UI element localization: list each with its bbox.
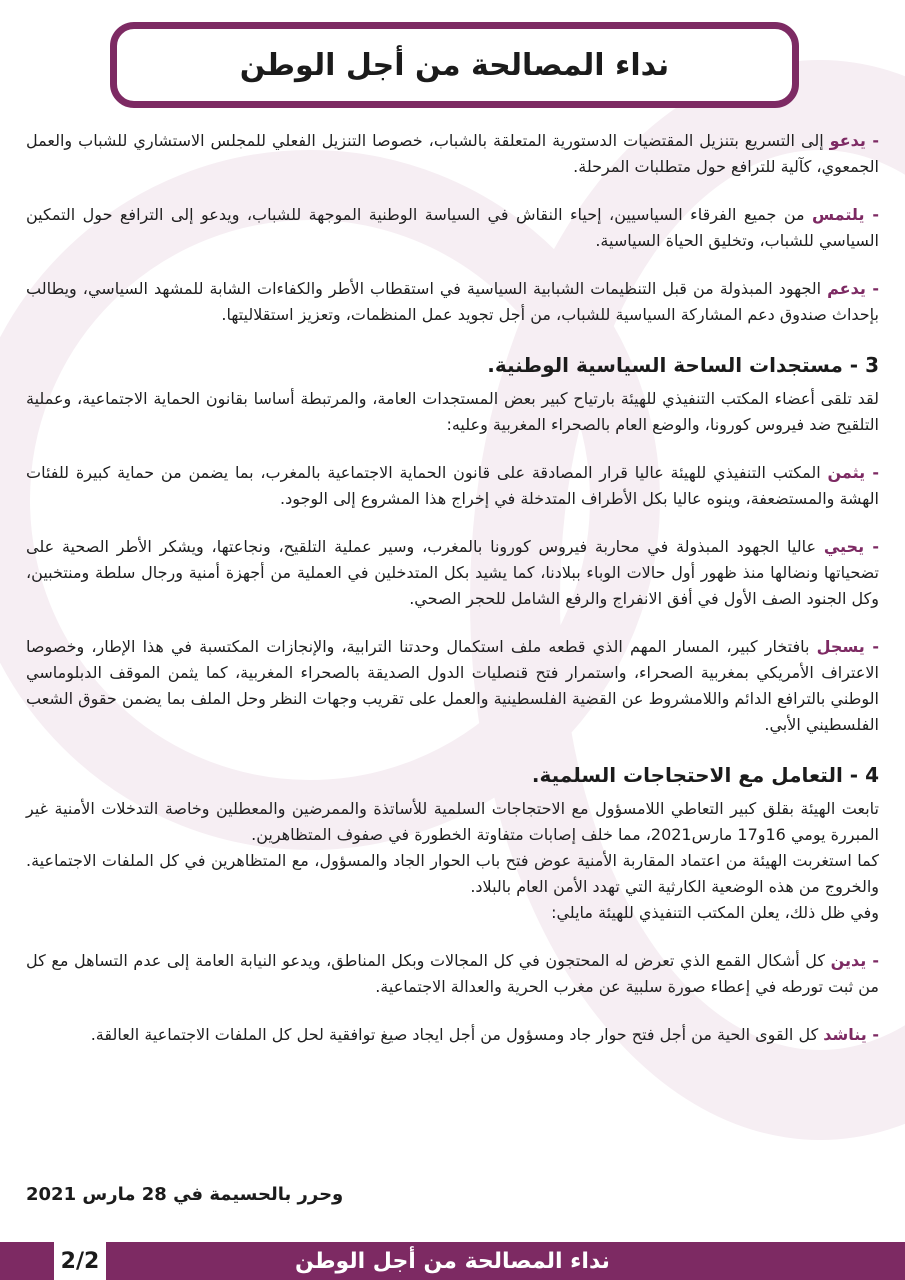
paragraph	[26, 460, 879, 512]
paragraph-text: كل القوى الحية من أجل فتح حوار جاد ومسؤول من أجل ايجاد صيغ توافقية لحل كل الملفات الاجتماعية العالقة.	[90, 1025, 824, 1044]
paragraph	[26, 276, 879, 328]
paragraph	[26, 534, 879, 612]
paragraph-keyword: - يدين	[830, 951, 879, 970]
paragraph: تابعت الهيئة بقلق كبير التعاطي اللامسؤول مع الاحتجاجات السلمية للأساتذة والممرضين والمعطلين وخاصة التدخلات الأمنية غير المبررة يومي 16و17 مارس2021، مما خلف إصابات متفاوتة الخطورة في صفوف المتظاهرين.	[26, 799, 879, 844]
paragraph	[26, 1022, 879, 1048]
footer-bar	[0, 1242, 905, 1280]
paragraph: وفي ظل ذلك، يعلن المكتب التنفيذي للهيئة مايلي:	[551, 903, 879, 922]
paragraph	[26, 202, 879, 254]
title-banner	[110, 22, 799, 108]
paragraph	[26, 128, 879, 180]
paragraph: كما استغربت الهيئة من اعتماد المقاربة الأمنية عوض فتح باب الحوار الجاد والمسؤول، مع المتظاهرين في كل الملفات الاجتماعية. والخروج من هذه الوضعية الكارثية التي تهدد الأمن العام بالبلاد.	[26, 851, 879, 896]
paragraph-keyword: - يناشد	[823, 1025, 879, 1044]
paragraph-text: كل أشكال القمع الذي تعرض له المحتجون في كل المجالات وبكل المناطق، ويدعو النيابة العامة إلى عدم التساهل مع كل من ثبت تورطه في إعطاء صورة سلبية عن مغرب الحرية والعدالة الاجتماعية.	[26, 951, 879, 996]
paragraph-keyword: - يدعو	[829, 131, 880, 150]
paragraph-keyword: - يثمن	[827, 463, 880, 482]
section-heading: 4 - التعامل مع الاحتجاجات السلمية.	[531, 763, 879, 787]
paragraph-keyword: - يلتمس	[812, 205, 880, 224]
paragraph-text: من جميع الفرقاء السياسيين، إحياء النقاش في السياسة الوطنية الموجهة للشباب، ويدعو إلى الترافع حول التمكين السياسي للشباب، وتخليق الحياة السياسية.	[26, 205, 879, 250]
page-number: 2/2	[54, 1242, 106, 1280]
footer-title: نداء المصالحة من أجل الوطن	[295, 1248, 610, 1274]
signoff-date: وحرر بالحسيمة في 28 مارس 2021	[26, 1184, 344, 1205]
paragraph: لقد تلقى أعضاء المكتب التنفيذي للهيئة بارتياح كبير بعض المستجدات العامة، والمرتبطة أساسا بقانون الحماية الاجتماعية، وعملية التلقيح ضد فيروس كورونا، والوضع العام بالصحراء المغربية وعليه:	[26, 389, 879, 434]
page-title: نداء المصالحة من أجل الوطن	[239, 47, 670, 83]
paragraph-keyword: - يدعم	[827, 279, 879, 298]
paragraph-text: المكتب التنفيذي للهيئة عاليا قرار المصادقة على قانون الحماية الاجتماعية بالمغرب، بما يضمن من حماية كبيرة للفئات الهشة والمستضعفة، وينوه عاليا بكل الأطراف المتدخلة في إخراج هذا المشروع إلى الوجود.	[26, 463, 879, 508]
spacer	[26, 926, 879, 948]
paragraph-text: الجهود المبذولة من قبل التنظيمات الشبابية السياسية في استقطاب الأطر والكفاءات الشابة للمشهد السياسي، ويطالب بإحداث صندوق دعم المشاركة السياسية للشباب، من أجل تجويد عمل المنظمات، وتعزيز استقلاليتها.	[26, 279, 879, 324]
document-body	[26, 128, 879, 1070]
paragraph-keyword: - يحيي	[823, 537, 879, 556]
section-heading: 3 - مستجدات الساحة السياسية الوطنية.	[487, 353, 879, 377]
paragraph-text: عاليا الجهود المبذولة في محاربة فيروس كورونا بالمغرب، وسير عملية التلقيح، ونجاعتها، ويشكر الأطر الصحية على تضحياتها ونضالها منذ ظهور أول حالات الوباء ببلادنا، كما يشيد بكل المتدخلين في العملية من أجهزة أمنية ورجال سلطة ومنتخبين، وكل الجنود الصف الأول في أفق الانفراج والرفع الشامل للحجر الصحي.	[26, 537, 879, 608]
paragraph	[26, 948, 879, 1000]
paragraph-keyword: - يسجل	[816, 637, 879, 656]
paragraph-text: بافتخار كبير، المسار المهم الذي قطعه ملف استكمال وحدتنا الترابية، والإنجازات المكتسبة في هذا الإطار، وخصوصا الاعتراف الأمريكي بمغربية الصحراء، واستمرار فتح قنصليات الدول الصديقة بالصحراء المغربية، كما يثمن الموقف الدبلوماسي الوطني بالترافع الدائم واللامشروط عن القضية الفلسطينية والعمل على تقريب وجهات النظر وحل الملف بما يضمن حقوق الشعب الفلسطيني الأبي.	[26, 637, 879, 734]
paragraph-text: إلى التسريع بتنزيل المقتضيات الدستورية المتعلقة بالشباب، خصوصا التنزيل الفعلي للمجلس الاستشاري للشباب والعمل الجمعوي، كآلية للترافع حول متطلبات المرحلة.	[26, 131, 879, 176]
paragraph	[26, 634, 879, 738]
